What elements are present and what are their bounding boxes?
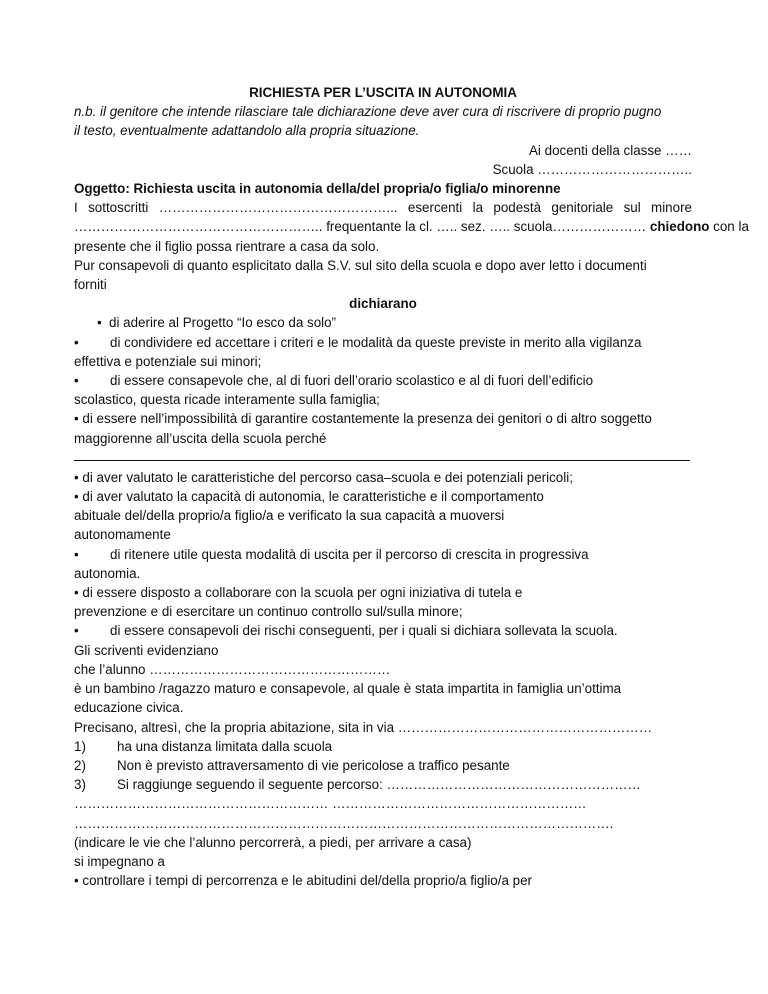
aware-line-1: Pur consapevoli di quanto esplicitato dalla S.V. sul sito della scuola e dopo aver letto i documenti (74, 257, 647, 273)
commit-bullet: • controllare i tempi di percorrenza e le abitudini del/della proprio/a figlio/a per (74, 873, 532, 889)
bullet-collaborate-cont: prevenzione e di esercitare un continuo controllo sul/sulla minore; (74, 604, 463, 620)
item-number: 1) (74, 738, 86, 754)
route-note: (indicare le vie che l’alunno percorrerà, a piedi, per arrivare a casa) (74, 834, 472, 850)
item-number: 2) (74, 757, 86, 773)
bullet-autonomy-evaluated: • di aver valutato la capacità di autonomia, le caratteristiche e il comportamento (74, 489, 544, 505)
declare-heading: dichiarano (349, 296, 417, 312)
bullet-icon: • (74, 546, 79, 562)
bullet-icon: • (74, 334, 79, 350)
item-text: Non è previsto attraversamento di vie pericolose a traffico pesante (117, 757, 510, 773)
bullet-autonomy-cont-1: abituale del/della proprio/a figlio/a e verificato la sua capacità a muoversi (74, 508, 505, 524)
intro-line-2-bold: chiedono (649, 219, 710, 235)
recipient-school: Scuola …………………………….. (492, 161, 692, 177)
item-text: ha una distanza limitata dalla scuola (117, 738, 333, 754)
item-number: 3) (74, 777, 86, 793)
recipient-class: Ai docenti della classe …… (529, 142, 692, 158)
bullet-aware-cont: scolastico, questa ricade interamente sulla famiglia; (74, 392, 380, 408)
evidence-line-4: educazione civica. (74, 700, 184, 716)
note-line-2: il testo, eventualmente adattandolo alla propria situazione. (74, 123, 420, 139)
evidence-line-2: che l’alunno ……………………………………………… (74, 661, 391, 677)
reason-underline (74, 448, 690, 461)
bullet-text: di aderire al Progetto “Io esco da solo” (109, 315, 337, 331)
document-page (74, 83, 749, 890)
bullet-text: di essere consapevole che, al di fuori dell’orario scolastico e al di fuori dell’edificio (110, 373, 594, 389)
document-title: RICHIESTA PER L’USCITA IN AUTONOMIA (249, 85, 517, 100)
subject-line: Oggetto: Richiesta uscita in autonomia della/del propria/o figlia/o minorenne (74, 181, 561, 197)
route-dots-2: …………………………………………………………………………………………………………. (74, 815, 614, 831)
bullet-icon: • (74, 623, 79, 639)
commit-line: si impegnano a (74, 853, 165, 869)
intro-line-2 (74, 217, 749, 236)
numbered-item-1 (74, 737, 692, 756)
evidence-line-3: è un bambino /ragazzo maturo e consapevole, al quale è stata impartita in famiglia un’ottima (74, 681, 622, 697)
intro-line-1: I sottoscritti ……………………………………………... esercenti la podestà genitoriale sul minore (74, 200, 692, 216)
bullet-risks (74, 621, 692, 640)
evidence-line-1: Gli scriventi evidenziano (74, 642, 219, 658)
item-text: Si raggiunge seguendo il seguente percorso: ………………………………………………… (117, 777, 641, 793)
aware-line-2: forniti (74, 277, 107, 293)
bullet-useful-cont: autonomia. (74, 565, 141, 581)
bullet-icon: • (74, 373, 79, 389)
bullet-impossibility-cont: maggiorenne all’uscita della scuola perché (74, 430, 327, 446)
bullet-project (74, 313, 692, 332)
bullet-criteria-cont: effettiva e potenziale sui minori; (74, 353, 262, 369)
bullet-autonomy-cont-2: autonomamente (74, 527, 171, 543)
intro-line-2-text: ……………………………………………….. frequentante la cl. ….. sez. ….. scuola………………… (74, 219, 650, 235)
intro-line-3: presente che il figlio possa rientrare a casa da solo. (74, 238, 380, 254)
numbered-item-2 (74, 756, 692, 775)
bullet-text: di essere consapevoli dei rischi conseguenti, per i quali si dichiara sollevata la scuola. (110, 623, 618, 639)
bullet-icon: • (97, 315, 102, 331)
bullet-collaborate: • di essere disposto a collaborare con la scuola per ogni iniziativa di tutela e (74, 585, 523, 601)
bullet-impossibility: • di essere nell’impossibilità di garantire costantemente la presenza dei genitori o di altro soggetto (74, 411, 652, 427)
bullet-aware (74, 371, 692, 390)
bullet-useful (74, 545, 692, 564)
bullet-route-evaluated: • di aver valutato le caratteristiche del percorso casa–scuola e dei potenziali pericoli; (74, 469, 573, 485)
note-line-1: n.b. il genitore che intende rilasciare tale dichiarazione deve aver cura di riscrivere di proprio pugno (74, 104, 662, 120)
home-line: Precisano, altresì, che la propria abitazione, sita in via ………………………………………………… (74, 719, 653, 735)
intro-line-2-end: con la (709, 219, 749, 235)
bullet-criteria (74, 333, 692, 352)
numbered-item-3 (74, 775, 692, 794)
bullet-text: di condividere ed accettare i criteri e le modalità da queste previste in merito alla vigilanza (110, 334, 642, 350)
bullet-text: di ritenere utile questa modalità di uscita per il percorso di crescita in progressiva (110, 546, 589, 562)
route-dots-1: ………………………………………………… ………………………………………………… (74, 796, 587, 812)
